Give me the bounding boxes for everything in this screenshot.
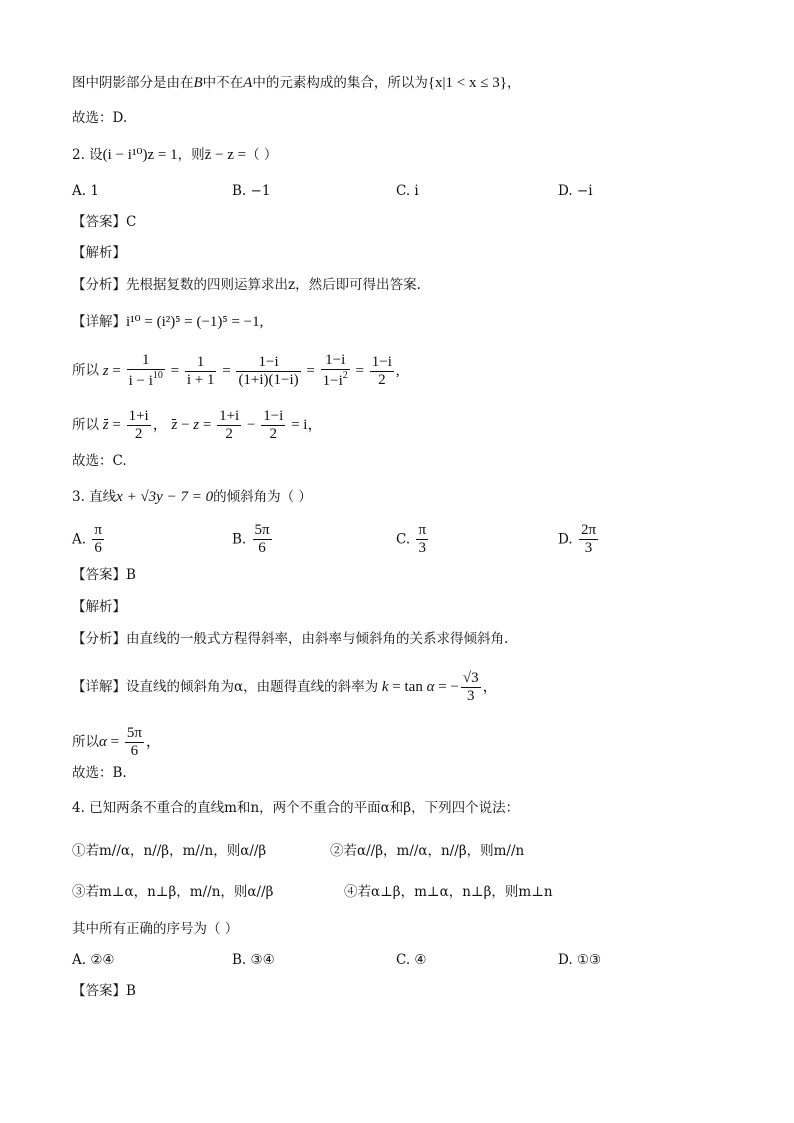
q3-analysis: 【分析】由直线的一般式方程得斜率，由斜率与倾斜角的关系求得倾斜角.: [72, 631, 509, 647]
q4-option-c: C. ④: [396, 952, 427, 968]
q3-answer: 【答案】B: [72, 567, 136, 583]
q3-option-a: A. $\frac{\pi}{6}$: [72, 522, 102, 557]
q4-option-d: D. ①③: [558, 952, 602, 968]
q4-stem: 4. 已知两条不重合的直线m和n，两个不重合的平面α和β，下列四个说法：: [72, 800, 520, 816]
q2-jiexi: 【解析】: [72, 245, 126, 261]
q4-answer: 【答案】B: [72, 983, 136, 999]
q2-final: 故选：C.: [72, 453, 127, 469]
q2-option-c: C. i: [396, 183, 419, 199]
q4-statement-3: ③若m⊥α，n⊥β，m//n，则α//β: [72, 884, 274, 900]
q2-analysis: 【分析】先根据复数的四则运算求出z，然后即可得出答案.: [72, 277, 421, 293]
q4-option-b: B. ③④: [232, 952, 275, 968]
q2-option-a: A. 1: [72, 183, 99, 199]
q2-zbar-derivation: 所以 z = $\frac{1+i}{2}$ ， z − z = $\frac{1+i}{2}$ − $\frac{1-i}{2}$ = i，: [72, 408, 323, 443]
q3-jiexi: 【解析】: [72, 599, 126, 615]
q3-option-d: D. $\frac{2\pi}{3}$: [558, 522, 597, 557]
q4-statement-4: ④若α⊥β，m⊥α，n⊥β，则m⊥n: [344, 884, 553, 900]
q3-stem: 3. 直线x + √3y − 7 = 0的倾斜角为（ ）: [72, 489, 312, 505]
q2-option-b: B. −1: [232, 183, 271, 199]
q3-option-c: C. $\frac{\pi}{3}$: [396, 522, 427, 557]
q2-option-d: D. −i: [558, 183, 593, 199]
q4-question: 其中所有正确的序号为（ ）: [72, 921, 239, 937]
q4-option-a: A. ②④: [72, 952, 115, 968]
q4-statement-1: ①若m//α，n//β，m//n，则α//β: [72, 843, 267, 859]
q4-statement-2: ②若α//β，m//α，n//β，则m//n: [330, 843, 525, 859]
intro-line: 图中阴影部分是由在B中不在A中的元素构成的集合，所以为{x|1 < x ≤ 3}，: [72, 75, 521, 91]
q3-alpha: 所以α = $\frac{5\pi}{6}$ ，: [72, 725, 161, 760]
q2-z-derivation: 所以 z = $\frac{1}{i - i^{10}}$ = $\frac{1}{i + 1}$ = $\frac{1-i}{(1+i)(1-i)}$ = $\frac{1-i}{1-i^2}$ = $\frac{1-i}{2}$ ,: [72, 352, 400, 390]
q3-option-b: B. $\frac{5\pi}{6}$: [232, 522, 270, 557]
set-expression: {x|1 < x ≤ 3}: [427, 75, 507, 91]
intro-answer: 故选：D.: [72, 110, 128, 126]
q3-final: 故选：B.: [72, 765, 127, 781]
q2-answer: 【答案】C: [72, 214, 137, 230]
q2-stem: 2. 设(i − i¹⁰)z = 1，则z̄ − z =（ ）: [72, 147, 278, 163]
q2-detail: 【详解】i¹⁰ = (i²)⁵ = (−1)⁵ = −1,: [72, 314, 264, 330]
q3-detail: 【详解】设直线的倾斜角为α，由题得直线的斜率为 k = tan α = − $\frac{√3}{3}$ ，: [72, 670, 498, 705]
